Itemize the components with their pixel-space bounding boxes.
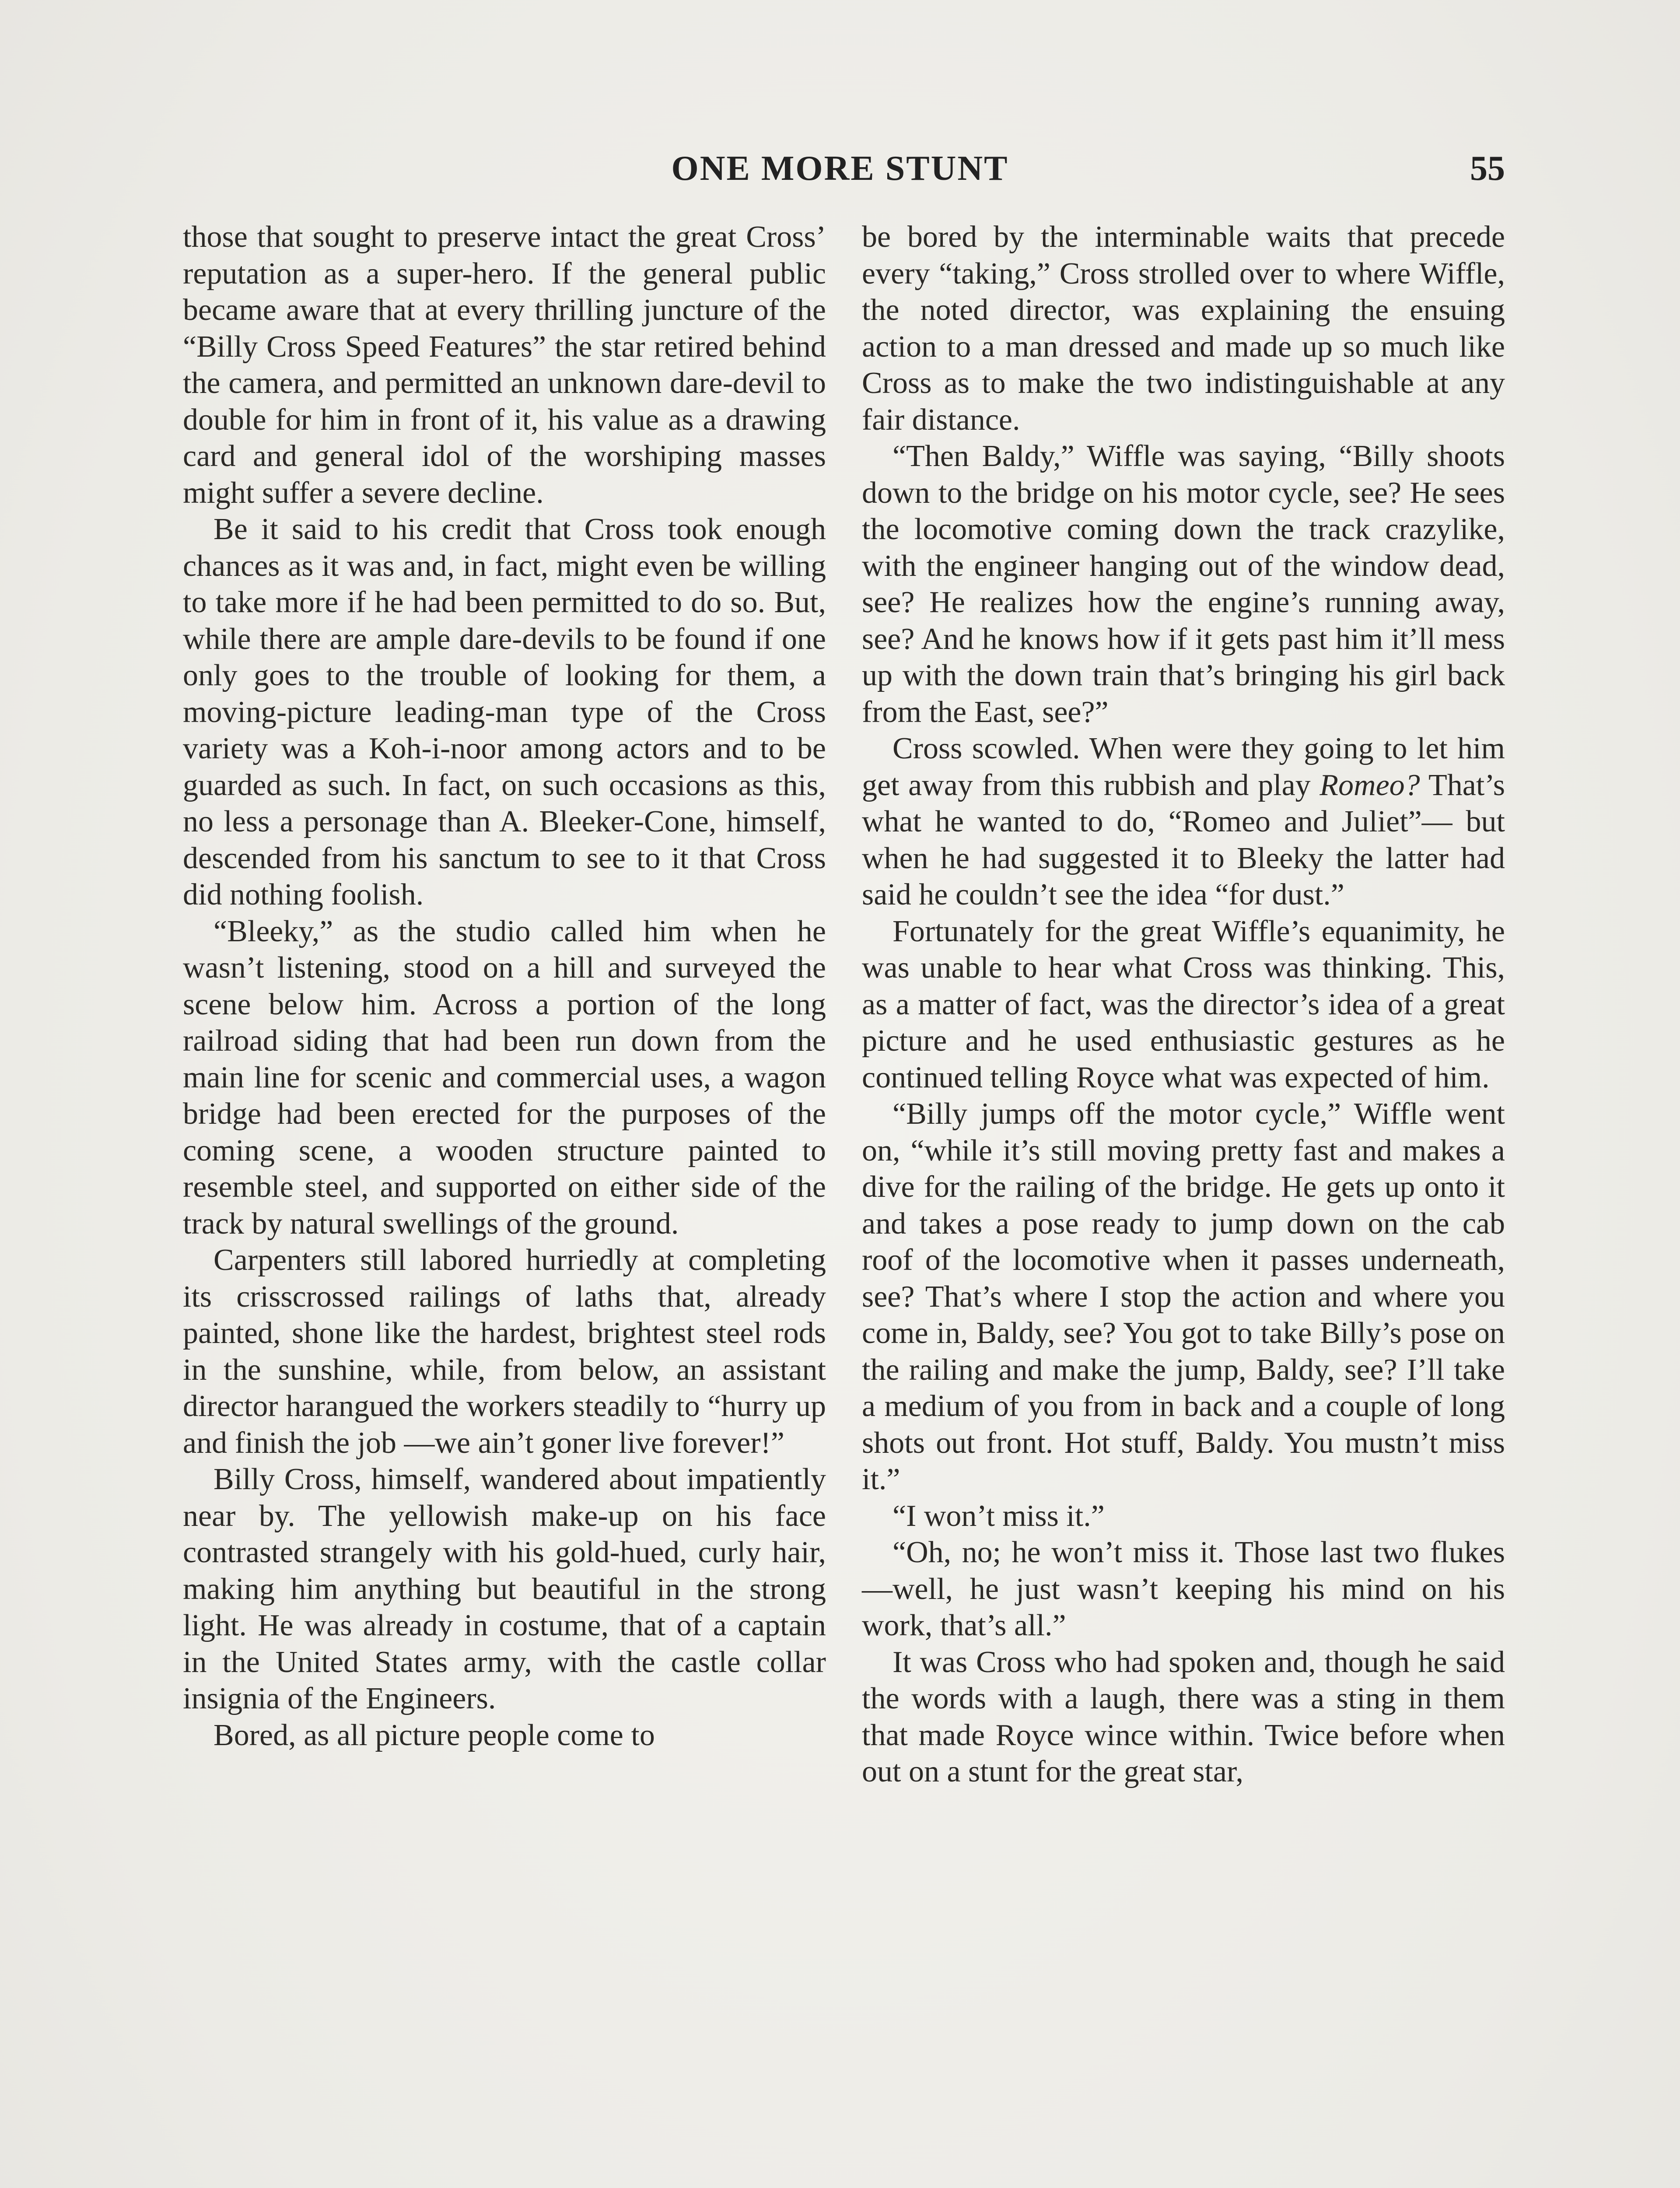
italic-title: Romeo?: [1320, 768, 1420, 802]
paragraph: be bored by the interminable waits that precede every “taking,” Cross strolled over to where Wiffle, the noted director, was explaining the ensuing action to a man dressed and made up so much like Cross as to make the two indistinguishable at any fair distance.: [862, 220, 1505, 437]
left-column: [183, 219, 826, 1753]
running-head: ONE MORE STUNT: [671, 149, 1009, 188]
paragraph: It was Cross who had spoken and, though he said the words with a laugh, there was a sting in them that made Royce wince within. Twice before when out on a stunt for the great star,: [862, 1645, 1505, 1788]
page-number: 55: [1470, 149, 1505, 188]
paragraph: those that sought to preserve intact the great Cross’ reputation as a super-hero. If the general public became aware that at every thrilling juncture of the “Billy Cross Speed Features” the star retired behind the camera, and permitted an unknown dare-devil to double for him in front of it, his value as a drawing card and general idol of the worshiping masses might suffer a severe decline.: [183, 220, 826, 510]
paragraph: Be it said to his credit that Cross took enough chances as it was and, in fact, might even be willing to take more if he had been permitted to do so. But, while there are ample dare-devils to be found if one only goes to the trouble of looking for them, a moving-picture leading-man type of the Cross variety was a Koh-i-noor among actors and to be guarded as such. In fact, on such occasions as this, no less a personage than A. Bleeker-Cone, himself, descended from his sanctum to see to it that Cross did nothing foolish.: [183, 512, 826, 912]
right-column: [862, 219, 1505, 1790]
paragraph: “Bleeky,” as the studio called him when he wasn’t listening, stood on a hill and surveyed the scene below him. Across a portion of the long railroad siding that had been run down from the main line for scenic and commercial uses, a wagon bridge had been erected for the purposes of the coming scene, a wooden structure painted to resemble steel, and supported on either side of the track by natural swellings of the ground.: [183, 914, 826, 1241]
paragraph: “I won’t miss it.”: [892, 1499, 1105, 1533]
paragraph-text: That’s what he wanted to do, “Romeo and Juliet”— but when he had suggested it to Bleeky the latter had said he couldn’t see the idea “for dust.”: [862, 768, 1505, 912]
paragraph: Carpenters still labored hurriedly at completing its crisscrossed railings of laths that, already painted, shone like the hardest, brightest steel rods in the sunshine, while, from below, an assistant director harangued the workers steadily to “hurry up and finish the job —we ain’t goner live forever!”: [183, 1243, 826, 1460]
paragraph: “Billy jumps off the motor cycle,” Wiffle went on, “while it’s still moving pretty fast and makes a dive for the railing of the bridge. He gets up onto it and takes a pose ready to jump down on the cab roof of the locomotive when it passes underneath, see? That’s where I stop the action and where you come in, Baldy, see? You got to take Billy’s pose on the railing and make the jump, Baldy, see? I’ll take a medium of you from in back and a couple of long shots out front. Hot stuff, Baldy. You mustn’t miss it.”: [862, 1097, 1505, 1496]
paragraph-text: Cross scowled. When were they going to let him get away from this rubbish and play: [862, 732, 1505, 802]
paragraph: Billy Cross, himself, wandered about impatiently near by. The yellowish make-up on his face contrasted strangely with his gold-hued, curly hair, making him anything but beautiful in the strong light. He was already in costume, that of a captain in the United States army, with the castle collar insignia of the Engineers.: [183, 1462, 826, 1715]
paragraph: Bored, as all picture people come to: [214, 1718, 655, 1752]
paragraph: [862, 730, 1505, 913]
paragraph: “Then Baldy,” Wiffle was saying, “Billy shoots down to the bridge on his motor cycle, see? He sees the locomotive coming down the track crazylike, with the engineer hanging out of the window dead, see? He realizes how the engine’s running away, see? And he knows how if it gets past him it’ll mess up with the down train that’s bringing his girl back from the East, see?”: [862, 439, 1505, 729]
page-header: [175, 149, 1505, 197]
paragraph: “Oh, no; he won’t miss it. Those last two flukes—well, he just wasn’t keeping his mind on his work, that’s all.”: [862, 1536, 1505, 1642]
paragraph: Fortunately for the great Wiffle’s equanimity, he was unable to hear what Cross was thinking. This, as a matter of fact, was the director’s idea of a great picture and he used enthusiastic gestures as he continued telling Royce what was expected of him.: [862, 914, 1505, 1094]
